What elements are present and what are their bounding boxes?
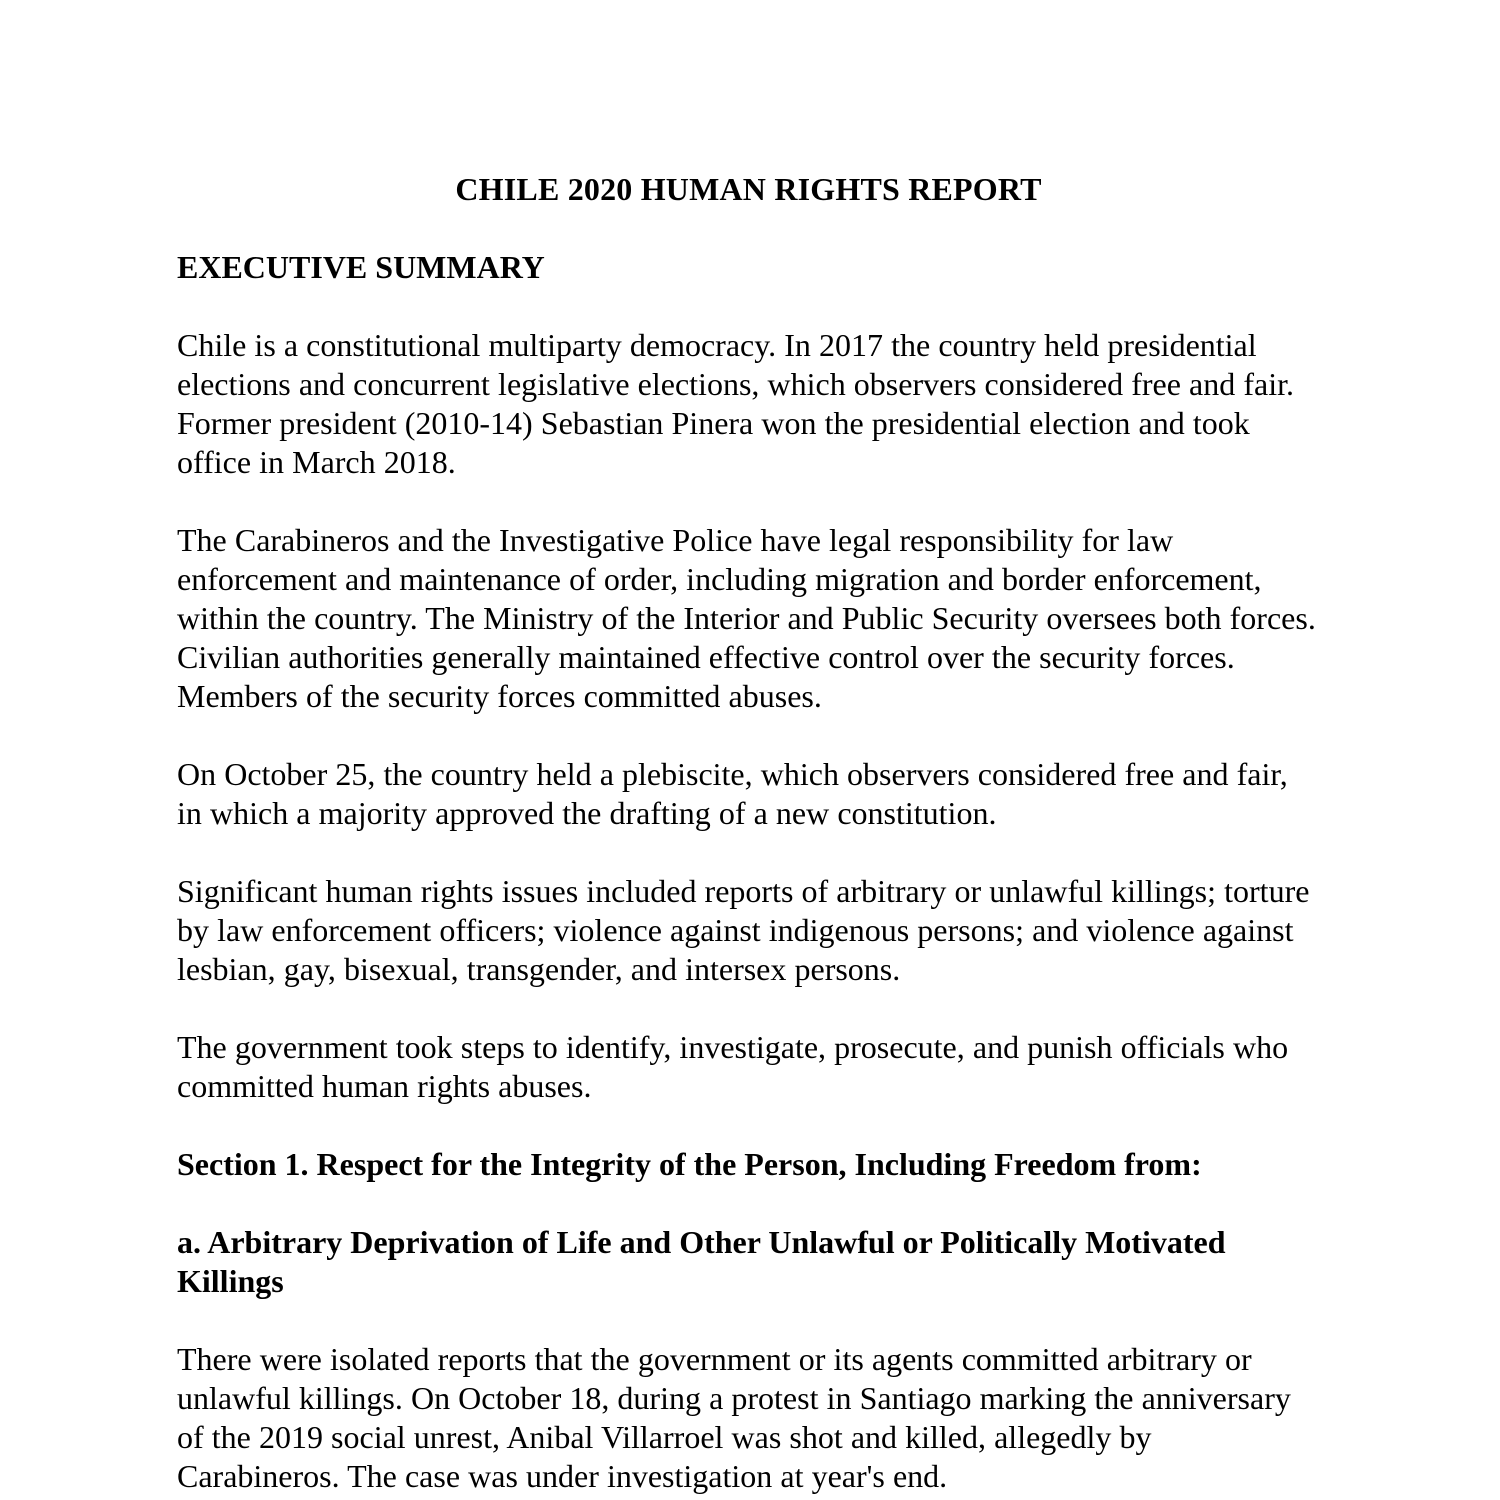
section-1-heading: Section 1. Respect for the Integrity of the Person, Including Freedom from: (177, 1146, 1202, 1182)
paragraph-plebiscite: On October 25, the country held a plebiscite, which observers considered free and fair, in which a majority approved the drafting of a new constitution. (177, 756, 1288, 831)
paragraph-overview-democracy: Chile is a constitutional multiparty democracy. In 2017 the country held presidential elections and concurrent legislative elections, which observers considered free and fair. Former president (2010-14) Sebastian Pinera won the presidential election and took office in March 2018. (177, 327, 1294, 480)
paragraph-isolated-reports: There were isolated reports that the government or its agents committed arbitrary or unlawful killings. On October 18, during a protest in Santiago marking the anniversary of the 2019 social unrest, Anibal Villarroel was shot and killed, allegedly by Carabineros. The case was under investigation at year's end. (177, 1341, 1291, 1494)
spacer (177, 833, 1320, 872)
spacer (177, 482, 1320, 521)
spacer (177, 1106, 1320, 1145)
spacer (177, 209, 1320, 248)
spacer (177, 989, 1320, 1028)
spacer (177, 1184, 1320, 1223)
paragraph-government-steps: The government took steps to identify, investigate, prosecute, and punish officials who committed human rights abuses. (177, 1029, 1289, 1104)
page-title: CHILE 2020 HUMAN RIGHTS REPORT (455, 171, 1042, 207)
paragraph-significant-issues: Significant human rights issues included reports of arbitrary or unlawful killings; torture by law enforcement officers; violence against indigenous persons; and violence against lesbian, gay, bisexual, transgender, and intersex persons. (177, 873, 1310, 987)
subsection-a-heading: a. Arbitrary Deprivation of Life and Other Unlawful or Politically Motivated Killings (177, 1224, 1226, 1299)
executive-summary-heading: EXECUTIVE SUMMARY (177, 249, 545, 285)
spacer (177, 1301, 1320, 1340)
spacer (177, 287, 1320, 326)
spacer (177, 716, 1320, 755)
paragraph-security-forces: The Carabineros and the Investigative Police have legal responsibility for law enforcement and maintenance of order, including migration and border enforcement, within the country. The Ministry of the Interior and Public Security oversees both forces. Civilian authorities generally maintained effective control over the security forces. Members of the security forces committed abuses. (177, 522, 1316, 714)
document-body (177, 170, 1320, 1496)
